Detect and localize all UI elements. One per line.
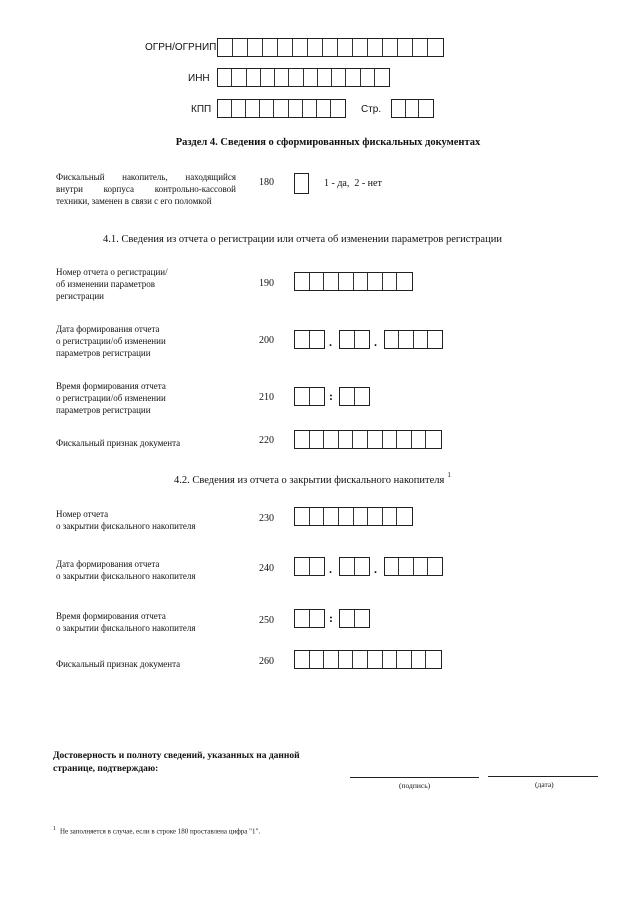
field-250-minutes-input[interactable]: [339, 609, 370, 628]
input-cell[interactable]: [414, 331, 428, 348]
input-cell[interactable]: [260, 100, 274, 117]
field-230-input[interactable]: [294, 507, 413, 526]
page-label: Стр.: [361, 104, 382, 115]
field-210-label: Время формирования отчета о регистрации/об изменении параметров регистрации: [56, 381, 166, 415]
input-cell[interactable]: [346, 69, 360, 86]
input-cell[interactable]: [308, 39, 323, 56]
input-cell[interactable]: [332, 69, 346, 86]
inn-label: ИНН: [188, 73, 210, 84]
input-cell[interactable]: [355, 388, 370, 405]
input-cell[interactable]: [398, 39, 413, 56]
date-dot-separator: .: [329, 562, 332, 576]
date-line[interactable]: [488, 776, 598, 777]
field-220-label: Фискальный признак документа: [56, 438, 181, 448]
input-cell[interactable]: [368, 651, 383, 668]
input-cell[interactable]: [368, 39, 383, 56]
subsection-4-2-title: 4.2. Сведения из отчета о закрытии фискального накопителя $^1$: [174, 471, 451, 486]
field-200-day-input[interactable]: [294, 330, 325, 349]
field-240-day-input[interactable]: [294, 557, 325, 576]
input-cell[interactable]: [310, 651, 325, 668]
input-cell[interactable]: [340, 558, 355, 575]
input-cell[interactable]: [295, 508, 310, 525]
input-cell[interactable]: [426, 431, 441, 448]
input-cell[interactable]: [318, 69, 332, 86]
field-230-code: 230: [259, 513, 274, 524]
input-cell[interactable]: [218, 100, 232, 117]
input-cell[interactable]: [399, 558, 413, 575]
footnote: $^1$ Не заполняется в случае, если в строке 180 проставлена цифра "1".: [53, 826, 261, 836]
input-cell[interactable]: [324, 651, 339, 668]
input-cell[interactable]: [323, 39, 338, 56]
input-cell[interactable]: [274, 100, 288, 117]
date-dot-separator: .: [374, 562, 377, 576]
input-cell[interactable]: [275, 69, 289, 86]
input-cell[interactable]: [317, 100, 331, 117]
section-title: Раздел 4. Сведения о сформированных фискальных документах: [175, 137, 481, 148]
field-240-label: Дата формирования отчета о закрытии фискального накопителя: [56, 559, 196, 581]
footnote-mark: 1: [447, 471, 451, 479]
input-cell[interactable]: [368, 431, 383, 448]
field-190-label: Номер отчета о регистрации/ об изменении параметров регистрации: [56, 267, 168, 301]
input-cell[interactable]: [247, 69, 261, 86]
kpp-input[interactable]: [217, 99, 346, 118]
field-210-minutes-input[interactable]: [339, 387, 370, 406]
input-cell[interactable]: [278, 39, 293, 56]
page-number-input[interactable]: [391, 99, 434, 118]
field-220-code: 220: [259, 435, 274, 446]
input-cell[interactable]: [414, 558, 428, 575]
input-cell[interactable]: [303, 100, 317, 117]
time-colon-separator: :: [329, 389, 333, 403]
input-cell[interactable]: [339, 508, 354, 525]
input-cell[interactable]: [355, 610, 370, 627]
input-cell[interactable]: [361, 69, 375, 86]
inn-input[interactable]: [217, 68, 390, 87]
input-cell[interactable]: [428, 39, 443, 56]
input-cell[interactable]: [218, 69, 232, 86]
input-cell[interactable]: [397, 273, 412, 290]
input-cell[interactable]: [295, 558, 310, 575]
input-cell[interactable]: [289, 100, 303, 117]
input-cell[interactable]: [293, 39, 308, 56]
input-cell[interactable]: [339, 651, 354, 668]
input-cell[interactable]: [383, 508, 398, 525]
ogrn-input[interactable]: [217, 38, 444, 57]
field-210-hours-input[interactable]: [294, 387, 325, 406]
input-cell[interactable]: [419, 100, 433, 117]
input-cell[interactable]: [413, 39, 428, 56]
field-240-code: 240: [259, 563, 274, 574]
field-260-input[interactable]: [294, 650, 442, 669]
signature-line[interactable]: [350, 777, 479, 778]
input-cell[interactable]: [375, 69, 389, 86]
field-240-month-input[interactable]: [339, 557, 370, 576]
input-cell[interactable]: [310, 610, 325, 627]
input-cell[interactable]: [289, 69, 303, 86]
field-190-input[interactable]: [294, 272, 413, 291]
input-cell[interactable]: [354, 508, 369, 525]
input-cell[interactable]: [232, 69, 246, 86]
input-cell[interactable]: [339, 431, 354, 448]
input-cell[interactable]: [383, 39, 398, 56]
input-cell[interactable]: [353, 651, 368, 668]
input-cell[interactable]: [295, 174, 308, 193]
field-210-code: 210: [259, 392, 274, 403]
input-cell[interactable]: [428, 558, 442, 575]
field-200-month-input[interactable]: [339, 330, 370, 349]
input-cell[interactable]: [354, 273, 369, 290]
signature-caption: (подпись): [399, 781, 431, 790]
input-cell[interactable]: [233, 39, 248, 56]
input-cell[interactable]: [310, 388, 325, 405]
input-cell[interactable]: [310, 331, 325, 348]
input-cell[interactable]: [310, 273, 325, 290]
input-cell[interactable]: [385, 558, 399, 575]
date-dot-separator: .: [329, 335, 332, 349]
input-cell[interactable]: [232, 100, 246, 117]
input-cell[interactable]: [324, 508, 339, 525]
input-cell[interactable]: [397, 508, 412, 525]
input-cell[interactable]: [218, 39, 233, 56]
field-250-hours-input[interactable]: [294, 609, 325, 628]
confirmation-text: Достоверность и полноту сведений, указанных на данной странице, подтверждаю:: [53, 751, 300, 774]
field-200-code: 200: [259, 335, 274, 346]
field-180-input[interactable]: [294, 173, 309, 194]
input-cell[interactable]: [295, 273, 310, 290]
input-cell[interactable]: [428, 331, 442, 348]
input-cell[interactable]: [412, 431, 427, 448]
field-180-hint: 1 - да, 2 - нет: [324, 178, 382, 189]
date-caption: (дата): [535, 780, 554, 789]
field-230-label: Номер отчета о закрытии фискального накопителя: [56, 509, 196, 531]
input-cell[interactable]: [406, 100, 420, 117]
input-cell[interactable]: [412, 651, 427, 668]
input-cell[interactable]: [304, 69, 318, 86]
input-cell[interactable]: [339, 273, 354, 290]
input-cell[interactable]: [355, 558, 370, 575]
input-cell[interactable]: [383, 431, 398, 448]
input-cell[interactable]: [295, 331, 310, 348]
ogrn-label: ОГРН/ОГРНИП: [145, 42, 217, 53]
field-200-label: Дата формирования отчета о регистрации/об изменении параметров регистрации: [56, 324, 166, 358]
date-dot-separator: .: [374, 335, 377, 349]
input-cell[interactable]: [310, 508, 325, 525]
input-cell[interactable]: [295, 431, 310, 448]
input-cell[interactable]: [324, 273, 339, 290]
field-250-code: 250: [259, 615, 274, 626]
field-250-label: Время формирования отчета о закрытии фискального накопителя: [56, 611, 196, 633]
field-180-code: 180: [259, 177, 274, 188]
input-cell[interactable]: [426, 651, 441, 668]
input-cell[interactable]: [295, 388, 310, 405]
input-cell[interactable]: [383, 273, 398, 290]
input-cell[interactable]: [295, 610, 310, 627]
field-260-label: Фискальный признак документа: [56, 659, 181, 669]
input-cell[interactable]: [338, 39, 353, 56]
input-cell[interactable]: [353, 431, 368, 448]
field-190-code: 190: [259, 278, 274, 289]
input-cell[interactable]: [310, 558, 325, 575]
input-cell[interactable]: [383, 651, 398, 668]
field-220-input[interactable]: [294, 430, 442, 449]
input-cell[interactable]: [399, 331, 413, 348]
input-cell[interactable]: [295, 651, 310, 668]
input-cell[interactable]: [392, 100, 406, 117]
input-cell[interactable]: [355, 331, 370, 348]
field-260-code: 260: [259, 656, 274, 667]
footnote-number: 1: [53, 826, 56, 832]
input-cell[interactable]: [353, 39, 368, 56]
input-cell[interactable]: [340, 331, 355, 348]
input-cell[interactable]: [246, 100, 260, 117]
input-cell[interactable]: [340, 388, 355, 405]
input-cell[interactable]: [261, 69, 275, 86]
input-cell[interactable]: [385, 331, 399, 348]
input-cell[interactable]: [397, 431, 412, 448]
input-cell[interactable]: [331, 100, 345, 117]
time-colon-separator: :: [329, 611, 333, 625]
subsection-4-1-title: 4.1. Сведения из отчета о регистрации или отчета об изменении параметров регистрации: [103, 234, 502, 245]
input-cell[interactable]: [324, 431, 339, 448]
field-200-year-input[interactable]: [384, 330, 443, 349]
input-cell[interactable]: [263, 39, 278, 56]
input-cell[interactable]: [397, 651, 412, 668]
kpp-label: КПП: [191, 104, 212, 115]
field-180-label: Фискальный накопитель, находящийся внутри корпуса контрольно-кассовой техники, заменен в связи с его поломкой: [56, 172, 236, 206]
field-240-year-input[interactable]: [384, 557, 443, 576]
input-cell[interactable]: [368, 273, 383, 290]
input-cell[interactable]: [340, 610, 355, 627]
input-cell[interactable]: [368, 508, 383, 525]
input-cell[interactable]: [248, 39, 263, 56]
input-cell[interactable]: [310, 431, 325, 448]
